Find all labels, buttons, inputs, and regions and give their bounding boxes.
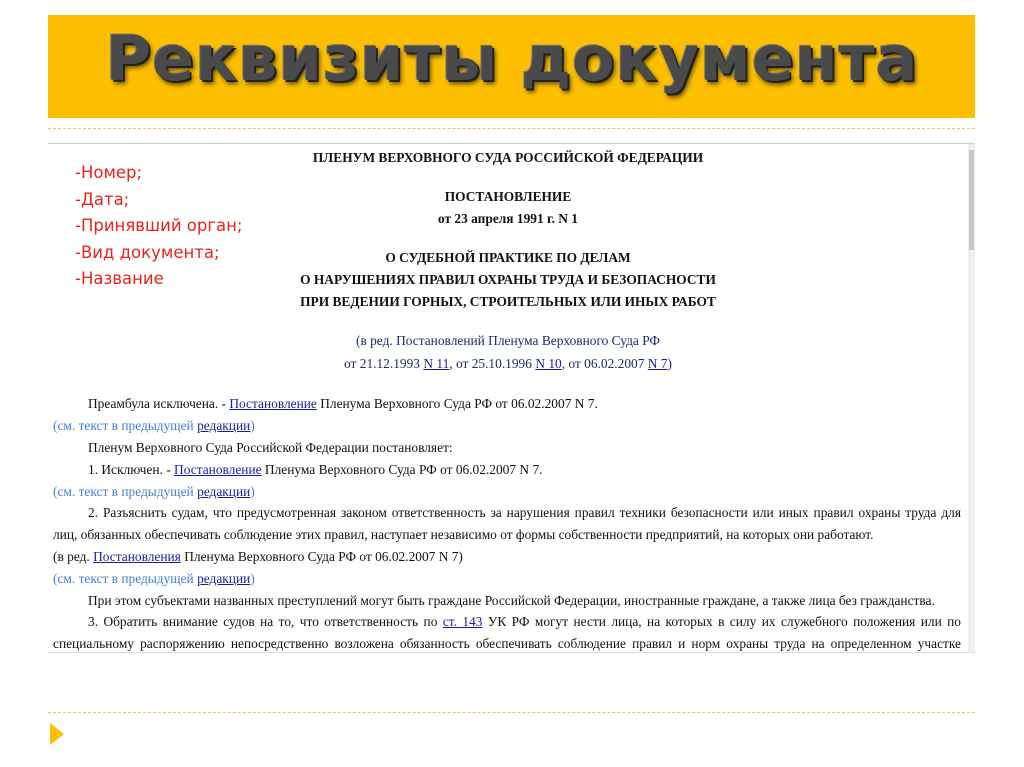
divider-top: [48, 128, 975, 129]
requisite-date: -Дата;: [75, 189, 130, 209]
doc-name-2: О НАРУШЕНИЯХ ПРАВИЛ ОХРАНЫ ТРУДА И БЕЗОПАСНОСТИ: [300, 272, 716, 287]
text: ): [250, 418, 255, 433]
paragraph-3-line-2: специальному распоряжению непосредственно возложена обязанность обеспечивать соблюдение правил и норм охраны труда на определенном участке: [53, 636, 961, 651]
text: Пленума Верховного Суда РФ от 06.02.2007 N 7.: [316, 396, 598, 411]
article-link[interactable]: ст. 143: [442, 614, 483, 629]
revision-link-1[interactable]: N 11: [423, 356, 450, 371]
requisites-list: [75, 160, 242, 293]
paragraph-2-line-1: 2. Разъяснить судам, что предусмотренная законом ответственность за нарушения правил техники безопасности или иных правил охраны труда для: [88, 505, 961, 520]
slide-title: Реквизиты документа: [105, 22, 919, 95]
paragraph-3-line-1: [88, 614, 961, 630]
text: ): [250, 571, 255, 586]
divider-bottom: [48, 712, 975, 713]
scrollbar[interactable]: [968, 144, 975, 652]
doc-name-1: О СУДЕБНОЙ ПРАКТИКЕ ПО ДЕЛАМ: [385, 250, 631, 265]
text: УК РФ могут нести лица, на которых в силу их служебного положения или по: [482, 614, 962, 629]
doc-revisions-2: [48, 356, 968, 372]
text: ): [667, 356, 672, 371]
doc-name-3: ПРИ ВЕДЕНИИ ГОРНЫХ, СТРОИТЕЛЬНЫХ ИЛИ ИНЫХ РАБОТ: [300, 294, 716, 309]
text: , от 25.10.1996: [449, 356, 536, 371]
requisite-number: -Номер;: [75, 163, 143, 182]
requisite-issuer: -Принявший орган;: [75, 216, 243, 235]
text: 3. Обратить внимание судов на то, что ответственность по: [88, 614, 443, 629]
triangle-bullet-icon: [50, 723, 64, 745]
text: Преамбула исключена. -: [88, 396, 230, 411]
doc-type: ПОСТАНОВЛЕНИЕ: [444, 189, 572, 204]
paragraph-2-revision: [53, 549, 973, 565]
revision-link-2[interactable]: N 10: [535, 356, 562, 371]
requisite-title: -Название: [75, 269, 164, 288]
text: , от 06.02.2007: [561, 356, 648, 371]
text: (см. текст в предыдущей: [53, 418, 198, 433]
paragraph-subjects: При этом субъектами названных преступлений могут быть граждане Российской Федерации, иностранные граждане, а также лица без гражданства.: [88, 593, 935, 608]
text: ): [250, 484, 255, 499]
doc-org: ПЛЕНУМ ВЕРХОВНОГО СУДА РОССИЙСКОЙ ФЕДЕРАЦИИ: [312, 150, 704, 165]
text: (см. текст в предыдущей: [53, 571, 198, 586]
decree-link[interactable]: Постановления: [93, 549, 181, 564]
decree-link[interactable]: Постановление: [229, 396, 317, 411]
edition-link[interactable]: редакции: [197, 418, 251, 433]
text: (см. текст в предыдущей: [53, 484, 198, 499]
doc-date: от 23 апреля 1991 г. N 1: [437, 211, 579, 226]
decree-link[interactable]: Постановление: [174, 462, 262, 477]
scrollbar-thumb[interactable]: [969, 150, 974, 250]
text: от 21.12.1993: [344, 356, 424, 371]
see-previous-1: [53, 418, 973, 434]
requisite-doc-type: -Вид документа;: [75, 242, 220, 262]
edition-link[interactable]: редакции: [197, 484, 251, 499]
text: Пленума Верховного Суда РФ от 06.02.2007 N 7): [180, 549, 463, 564]
paragraph-1: [88, 462, 1008, 478]
edition-link[interactable]: редакции: [197, 571, 251, 586]
text: 1. Исключен. -: [88, 462, 175, 477]
paragraph-decides: Пленум Верховного Суда Российской Федерации постановляет:: [88, 440, 453, 455]
paragraph-2-line-2: лиц, обязанных обеспечивать соблюдение этих правил, наступает независимо от формы собственности предприятий, на которых они работают.: [53, 527, 874, 542]
doc-revisions-1: (в ред. Постановлений Пленума Верховного Суда РФ: [355, 333, 661, 348]
see-previous-3: [53, 571, 973, 587]
revision-link-3[interactable]: N 7: [647, 356, 668, 371]
text: (в ред.: [53, 549, 94, 564]
see-previous-2: [53, 484, 973, 500]
paragraph-preamble: [88, 396, 1008, 412]
text: Пленума Верховного Суда РФ от 06.02.2007 N 7.: [261, 462, 543, 477]
